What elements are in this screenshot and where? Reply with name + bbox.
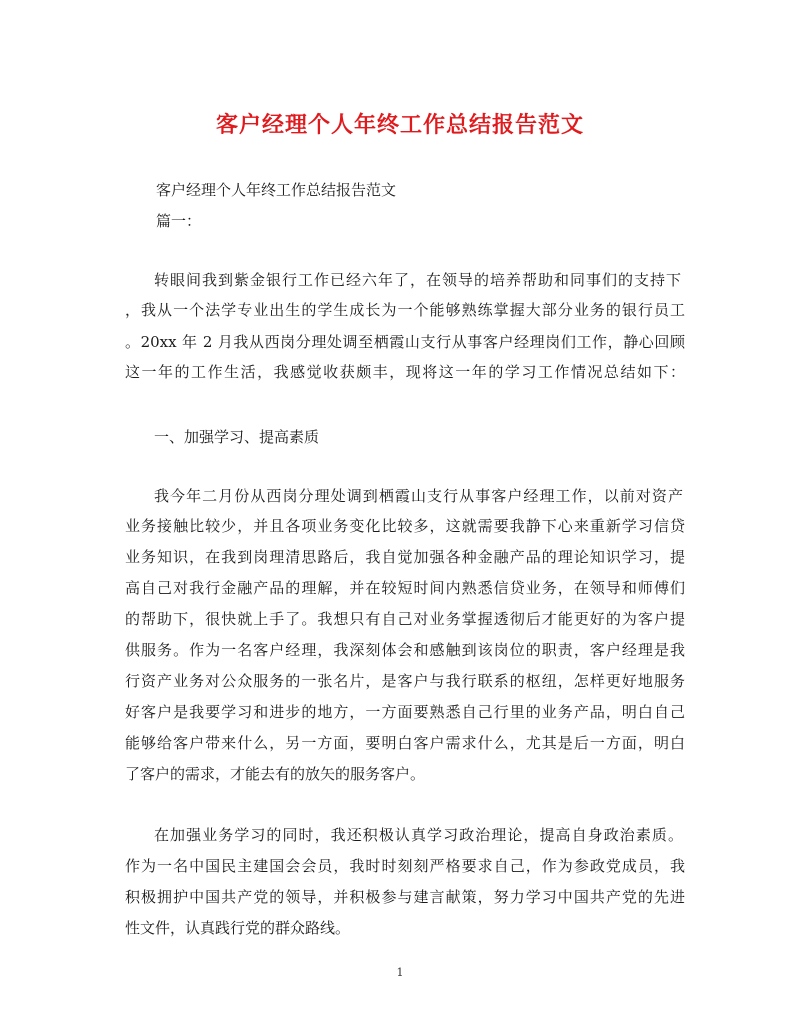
paragraph-2-line-4: 高自己对我行金融产品的理解，并在较短时间内熟悉信贷业务，在领导和师傅们 xyxy=(125,579,685,597)
paragraph-1-line-2: ，我从一个法学专业出生的学生成长为一个能够熟练掌握大部分业务的银行员工 xyxy=(125,301,685,319)
paragraph-2-line-9: 能够给客户带来什么，另一方面，要明白客户需求什么，尤其是后一方面，明白 xyxy=(125,734,685,752)
subtitle: 客户经理个人年终工作总结报告范文 xyxy=(156,181,397,199)
paragraph-1-line-1: 转眼间我到紫金银行工作已经六年了，在领导的培养帮助和同事们的支持下 xyxy=(154,271,681,289)
paragraph-2-line-7: 行资产业务对公众服务的一张名片，是客户与我行联系的枢纽，怎样更好地服务 xyxy=(125,672,685,690)
page-number: 1 xyxy=(396,966,404,979)
document-title: 客户经理个人年终工作总结报告范文 xyxy=(215,112,584,138)
paragraph-2-line-8: 好客户是我要学习和进步的地方，一方面要熟悉自己行里的业务产品，明白自己 xyxy=(125,703,685,721)
paragraph-3-line-1: 在加强业务学习的同时，我还积极认真学习政治理论，提高自身政治素质。 xyxy=(154,826,683,844)
part-label: 篇一： xyxy=(156,212,202,230)
paragraph-2-line-3: 业务知识，在我到岗理清思路后，我自觉加强各种金融产品的理论知识学习，提 xyxy=(125,548,685,566)
paragraph-1-line-4: 这一年的工作生活，我感觉收获颇丰，现将这一年的学习工作情况总结如下： xyxy=(125,363,685,381)
paragraph-2-line-2: 业务接触比较少，并且各项业务变化比较多，这就需要我静下心来重新学习信贷 xyxy=(125,517,685,535)
paragraph-2-line-10: 了客户的需求，才能去有的放矢的服务客户。 xyxy=(125,765,426,783)
paragraph-2-line-6: 供服务。作为一名客户经理，我深刻体会和感触到该岗位的职责，客户经理是我 xyxy=(125,641,685,659)
paragraph-1-line-3: 。20xx 年 2 月我从西岗分理处调至栖霞山支行从事客户经理岗们工作，静心回顾 xyxy=(125,333,685,351)
paragraph-3-line-2: 作为一名中国民主建国会会员，我时时刻刻严格要求自己，作为参政党成员，我 xyxy=(125,857,685,875)
paragraph-2-line-5: 的帮助下，很快就上手了。我想只有自己对业务掌握透彻后才能更好的为客户提 xyxy=(125,610,685,628)
section-1-heading: 一、加强学习、提高素质 xyxy=(154,428,320,446)
paragraph-3-line-4: 性文件，认真践行党的群众路线。 xyxy=(125,919,351,937)
paragraph-3-line-3: 积极拥护中国共产党的领导，并积极参与建言献策，努力学习中国共产党的先进 xyxy=(125,888,685,906)
paragraph-2-line-1: 我今年二月份从西岗分理处调到栖霞山支行从事客户经理工作，以前对资产 xyxy=(154,487,683,505)
